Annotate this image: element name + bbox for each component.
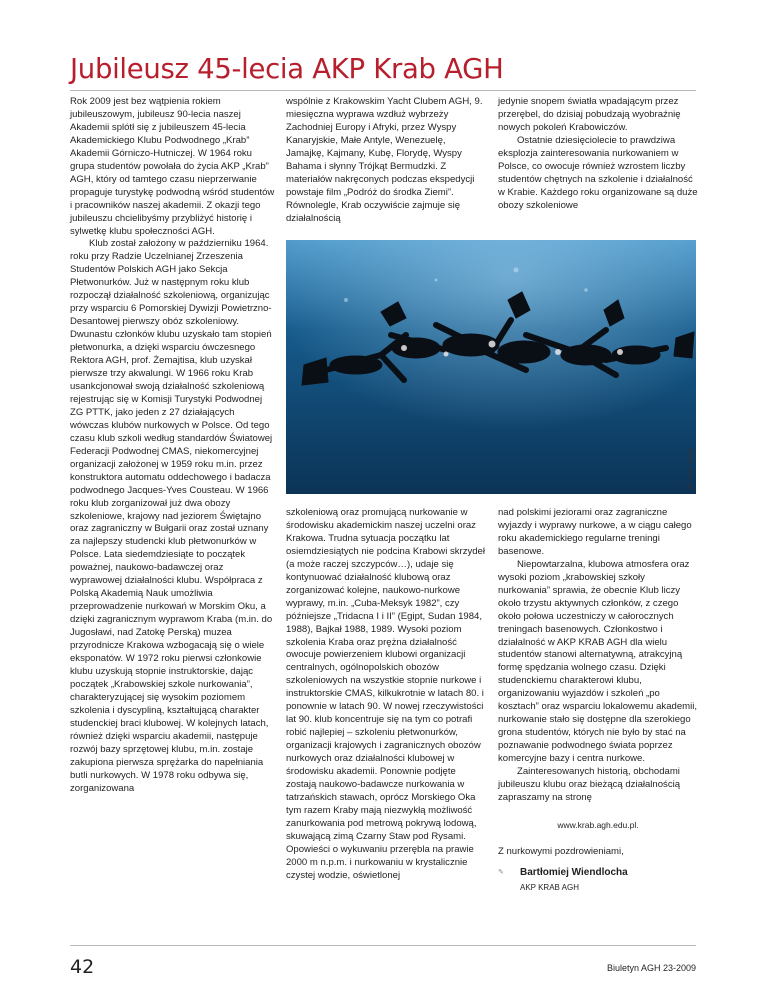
underwater-divers-illustration <box>286 240 696 494</box>
author-name: Bartłomiej Wiendlocha <box>520 866 628 878</box>
author-marker-icon: ✎ <box>498 868 504 876</box>
footer-rule <box>70 945 696 946</box>
column-2-bottom <box>286 507 486 883</box>
publication-name: Biuletyn AGH 23-2009 <box>606 963 696 973</box>
paragraph: Rok 2009 jest bez wątpienia rokiem jubileuszowym, jubileusz 90-lecia naszej Akademii splótł się z jubileuszem 45-lecia Akademickiego Klubu Podwodnego „Krab” Akademii Górniczo-Hutniczej. W 1964 roku grupa studentów powołała do życia AKP „Krab” AGH, który od tamtego czasu nieprzerwanie propaguje turystykę podwodną wśród studentów i pracowników naszej akademii. Z okazji tego jubileuszu chcielibyśmy przybliżyć historię i sylwetkę klubu społeczności AGH. <box>70 96 275 237</box>
paragraph: Klub został założony w październiku 1964. roku przy Radzie Uczelnianej Zrzeszenia Studentów Polskich AGH jako Sekcja Płetwonurków. Już w następnym roku klub rozpoczął działalność szkoleniową, organizując przy wsparciu 6 Pomorskiej Dywizji Powietrzno-Desantowej pierwszy obóz szkoleniowy. Dwunastu członków klubu uzyskało tam stopień płetwonurka, a dzięki wsparciu ówczesnego Rektora AGH, prof. Żemajtisa, klub uzyskał pierwsze trzy akwalungi. W 1966 roku Krab usankcjonował swoją działalność szkoleniową rejestrując się w Komisji Turystyki Podwodnej ZG PTTK, jako jeden z 27 działających wówczas klubów nurkowych w Polsce. Od tego czasu klub szkoli według standardów Światowej Federacji Podwodnej CMAS, niekomercyjnej organizacji założonej w 1959 roku m.in. przez konstruktora automatu oddechowego i badacza podwodnego Jacques-Yves Cousteau. W 1966 roku klub zorganizował już dwa obozy szkoleniowe, krajowy nad jeziorem Świętajno oraz zagraniczny w Bułgarii oraz został uznany za najlepszy studencki klub płetwonurków w Polsce. Lata siedemdziesiąte to początek poważnej, naukowo-badawczej oraz wyprawowej działalności klubu. Współpraca z Polską Akademią Nauk umożliwia przeprowadzenie nurkowań w Morskim Oku, a dzięki zagranicznym wyprawom Kraba (m.in. do Jugosławi, nad Zatokę Perską) muzea przyrodnicze Krakowa wzbogacają się o wiele eksponatów. W 1972 roku pierwsi członkowie klubu uzyskują stopnie instruktorskie, dając początek „Krabowskiej szkole nurkowania”, charakteryzującej się wysokim poziomem szkolenia i dyscypliną, kształtującą charakter studenckiej braci klubowej. W kolejnych latach, również dzięki wsparciu akademii, następuje rozwój bazy sprzętowej klubu, m.in. zostaje zakupiona pierwsza sprężarka do napełniania butli nurkowych. W 1978 roku odbywa się, zorganizowana <box>70 238 273 794</box>
website-link[interactable]: www.krab.agh.edu.pl. <box>557 819 639 830</box>
paragraph: jedynie snopem światła wpadającym przez przerębel, do dzisiaj pobudzają wyobraźnię nowych pokoleń Krabowiczów. <box>498 96 681 133</box>
title-rule <box>70 90 696 91</box>
column-3-top <box>498 96 698 213</box>
signature <box>498 867 698 880</box>
paragraph: nad polskimi jeziorami oraz zagraniczne wyjazdy i wyprawy nurkowe, a w ciągu całego roku akademickiego regularne treningi basenowe. <box>498 507 692 557</box>
page-number: 42 <box>70 956 95 978</box>
photo-credit: fot. arch. autora <box>688 447 694 490</box>
page-title: Jubileusz 45-lecia AKP Krab AGH <box>70 53 504 85</box>
column-1 <box>70 96 275 795</box>
column-2-top <box>286 96 486 226</box>
paragraph: Zainteresowanych historią, obchodami jubileuszu klubu oraz bieżącą działalnością zapraszamy na stronę <box>498 766 681 803</box>
paragraph: szkoleniową oraz promującą nurkowanie w środowisku akademickim naszej uczelni oraz Krakowa. Trudna sytuacja początku lat osiemdziesiątych nie podcina Krabowi skrzydeł (a może raczej szczypców…), udaje się kontynuować działalność klubową oraz zorganizować kolejne, naukowo-nurkowe wyprawy, m.in. „Cuba-Meksyk 1982”, czy późniejsze „Tridacna I i II” (Egipt, Sudan 1984, 1988), Bajkał 1988, 1989. Wysoki poziom szkolenia Kraba oraz prężna działalność owocuje powierzeniem klubowi organizacji centralnych, ogólnopolskich obozów szkoleniowych na wszystkie stopnie nurkowe i instruktorskie CMAS, kilkukrotnie w latach 80. i ponownie w latach 90. W nowej rzeczywistości lat 90. klub koncentruje się na tym co potrafi robić najlepiej – szkoleniu płetwonurków, organizacji krajowych i zagranicznych obozów nurkowych oraz działalności klubowej w środowisku akademii. Ponownie podjęte zostają naukowo-badawcze nurkowania w tatrzańskich stawach, oprócz Morskiego Oka tym razem Kraby mają niezwykłą możliwość zanurkowania pod metrową pokrywą lodową, skuwającą zimą Czarny Staw pod Rysami. Opowieści o wykuwaniu przerębla na prawie 2000 m n.p.m. i nurkowaniu w krystalicznie czystej wodzie, oświetlonej <box>286 507 485 881</box>
paragraph: Niepowtarzalna, klubowa atmosfera oraz wysoki poziom „krabowskiej szkoły nurkowania” sprawia, że obecnie Klub liczy około trzystu aktywnych członków, z czego około połowa uczestniczy w całorocznych treningach basenowych. Członkostwo i działalność w AKP KRAB AGH dla wielu studentów stanowi alternatywną, atrakcyjną formę spędzania wolnego czasu. Dzięki studenckiemu charakterowi klubu, organizowaniu wyjazdów i szkoleń „po kosztach” oraz wsparciu lokalowemu akademii, nurkowanie stało się dostępne dla szerokiego grona studentów, których nie było by stać na poznawanie podwodnego świata poprzez komercyjne bazy i centra nurkowe. <box>498 558 697 765</box>
divers-photo <box>286 240 696 494</box>
column-3-bottom <box>498 507 698 895</box>
closing-line: Z nurkowymi pozdrowieniami, <box>498 845 624 857</box>
paragraph: Ostatnie dziesięciolecie to prawdziwa eksplozja zainteresowania nurkowaniem w Polsce, co owocuje również wzrostem liczby studentów chętnych na szkolenie i działalność w Krabie. Każdego roku organizowane są duże obozy szkoleniowe <box>498 134 698 211</box>
author-organization: AKP KRAB AGH <box>520 882 579 892</box>
paragraph: wspólnie z Krakowskim Yacht Clubem AGH, 9. miesięczna wyprawa wzdłuż wybrzeży Zachodniej Europy i Afryki, przez Wyspy Kanaryjskie, Małe Antyle, Wenezuelę, Jamajkę, Kajmany, Kubę, Florydę, Wyspy Bahama i słynny Trójkąt Bermudzki. Z materiałów nakręconych podczas ekspedycji powstaje film „Podróż do środka Ziemi”. Równolegle, Krab oczywiście zajmuje się działalnością <box>286 96 483 224</box>
